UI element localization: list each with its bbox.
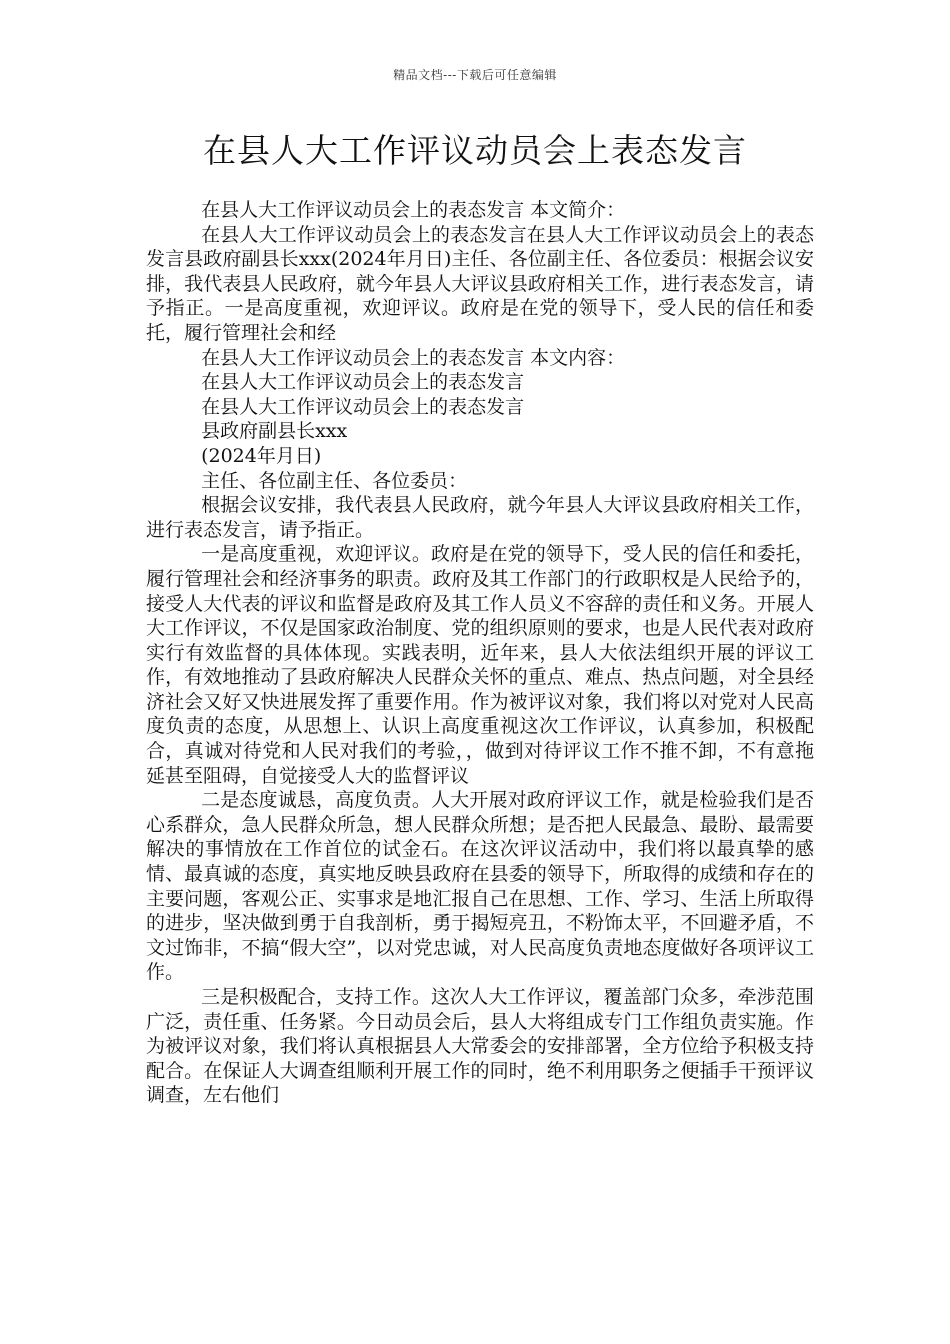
document-title: 在县人大工作评议动员会上表态发言 — [203, 131, 747, 170]
paragraph-date: (2024年月日) — [201, 444, 322, 467]
paragraph-summary-text: 在县人大工作评议动员会上的表态发言在县人大工作评议动员会上的表态发言县政府副县长xxx(2024年月日)主任、各位副主任、各位委员：根据会议安排，我代表县人民政府，就今年县人大评议县政府相关工作，进行表态发言，请予指正。一是高度重视，欢迎评议。政府是在党的领导下，受人民的信任和委托，履行管理社会和经 — [146, 223, 814, 344]
paragraph-salutation: 主任、各位副主任、各位委员： — [201, 469, 468, 492]
paragraph-speaker: 县政府副县长xxx — [201, 420, 348, 443]
paragraph-point-three: 三是积极配合，支持工作。这次人大工作评议，覆盖部门众多，牵涉范围广泛，责任重、任务紧。今日动员会后，县人大将组成专门工作组负责实施。作为被评议对象，我们将认真根据县人大常委会的安排部署，全方位给予积极支持配合。在保证人大调查组顺利开展工作的同时，绝不利用职务之便插手干预评议调查，左右他们 — [146, 986, 814, 1107]
paragraph-repeat-title-2: 在县人大工作评议动员会上的表态发言 — [201, 395, 525, 418]
paragraph-summary-heading: 在县人大工作评议动员会上的表态发言 本文简介： — [201, 199, 626, 221]
paragraph-point-one: 一是高度重视，欢迎评议。政府是在党的领导下，受人民的信任和委托，履行管理社会和经济事务的职责。政府及其工作部门的行政职权是人民给予的，接受人大代表的评议和监督是政府及其工作人员义不容辞的责任和义务。开展人大工作评议，不仅是国家政治制度、党的组织原则的要求，也是人民代表对政府实行有效监督的具体体现。实践表明，近年来，县人大依法组织开展的评议工作，有效地推动了县政府解决人民群众关怀的重点、难点、热点问题，对全县经济社会又好又快进展发挥了重要作用。作为被评议对象，我们将以对党对人民高度负责的态度，从思想上、认识上高度重视这次工作评议，认真参加，积极配合，真诚对待党和人民对我们的考验，，做到对待评议工作不推不卸，不有意拖延甚至阻碍，自觉接受人大的监督评议 — [146, 543, 814, 787]
paragraph-point-two: 二是态度诚恳，高度负责。人大开展对政府评议工作，就是检验我们是否心系群众，急人民群众所急，想人民群众所想；是否把人民最急、最盼、最需要解决的事情放在工作首位的试金石。在这次评议活动中，我们将以最真挚的感情、最真诚的态度，真实地反映县政府在县委的领导下，所取得的成绩和存在的主要问题，客观公正、实事求是地汇报自己在思想、工作、学习、生活上所取得的进步，坚决做到勇于自我剖析，勇于揭短亮丑，不粉饰太平，不回避矛盾，不文过饰非，不搞“假大空”，以对党忠诚，对人民高度负责地态度做好各项评议工作。 — [146, 789, 814, 984]
paragraph-content-heading: 在县人大工作评议动员会上的表态发言 本文内容： — [201, 346, 626, 369]
paragraph-repeat-title-1: 在县人大工作评议动员会上的表态发言 — [201, 371, 525, 394]
document-body — [146, 198, 814, 1108]
page-header: 精品文档---下载后可任意编辑 — [393, 68, 557, 82]
paragraph-intro: 根据会议安排，我代表县人民政府，就今年县人大评议县政府相关工作，进行表态发言，请予指正。 — [146, 494, 814, 541]
